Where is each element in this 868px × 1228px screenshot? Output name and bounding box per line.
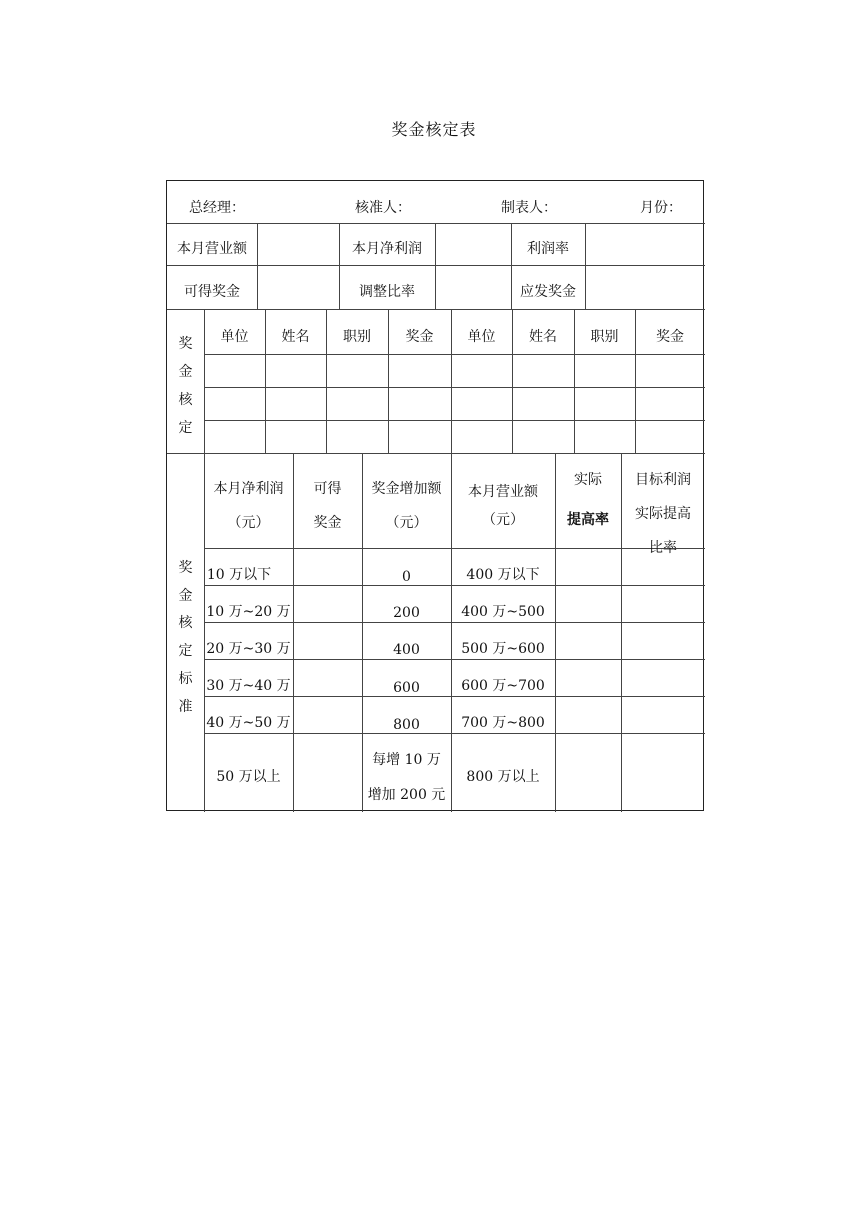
revenue-cell: 600 万~700	[461, 678, 545, 694]
row-divider	[204, 585, 705, 586]
bonus-cell: 0	[402, 569, 411, 585]
payable-bonus-label: 应发奖金	[520, 284, 576, 300]
row-divider	[167, 265, 705, 266]
col-divider	[585, 223, 586, 309]
net-profit-cell: 30 万~40 万	[206, 678, 291, 694]
row-divider	[204, 387, 705, 388]
increase-header: 奖金增加额	[371, 481, 442, 497]
col-divider	[293, 453, 294, 812]
revenue-cell: 400 万~500	[461, 604, 545, 620]
general-manager-label: 总经理：	[189, 200, 245, 216]
bonus-cell: 每增 10 万	[372, 752, 441, 768]
revenue-header-unit: （元）	[482, 512, 524, 528]
standard-section-label: 核	[178, 615, 193, 631]
row-divider	[204, 659, 705, 660]
net-profit-cell: 20 万~30 万	[206, 641, 291, 657]
col-divider	[257, 223, 258, 309]
bonus-cell: 800	[393, 717, 420, 733]
bonus-cell: 200	[393, 605, 420, 621]
approval-section-label: 定	[178, 420, 193, 436]
standard-section-label: 金	[178, 588, 193, 604]
target-header-clip	[622, 533, 704, 556]
net-profit-header: 本月净利润	[213, 481, 284, 497]
revenue-cell: 800 万以上	[466, 769, 540, 785]
column-header: 职别	[590, 329, 619, 345]
profit-rate-label: 利润率	[527, 241, 569, 257]
approval-section-label: 核	[178, 392, 193, 408]
row-divider	[204, 696, 705, 697]
column-header: 单位	[220, 329, 249, 345]
target-header-l2: 实际提高	[635, 506, 691, 522]
adjust-ratio-label: 调整比率	[359, 284, 415, 300]
net-profit-cell: 50 万以上	[216, 769, 281, 785]
net-profit-cell: 40 万~50 万	[206, 715, 291, 731]
bonus-cell: 400	[393, 642, 420, 658]
increase-header-unit: （元）	[385, 515, 428, 531]
approver-label: 核准人：	[355, 200, 411, 216]
actual-header: 实际	[574, 472, 602, 488]
col-divider	[555, 453, 556, 812]
row-divider	[167, 223, 705, 224]
col-divider	[451, 453, 452, 812]
revenue-cell: 500 万~600	[461, 641, 545, 657]
available-bonus-label: 可得奖金	[184, 284, 240, 300]
standard-section-label: 奖	[178, 560, 193, 576]
column-header: 职别	[343, 329, 371, 345]
standard-section-label: 准	[178, 699, 193, 715]
row-divider	[167, 453, 705, 454]
available-header-l2: 奖金	[313, 515, 342, 531]
revenue-cell: 700 万~800	[461, 715, 545, 731]
approval-section-label: 金	[178, 364, 193, 380]
bonus-table	[166, 180, 704, 811]
approval-section-label: 奖	[178, 336, 193, 352]
bonus-cell: 600	[393, 680, 420, 696]
row-divider	[204, 622, 705, 623]
column-header: 单位	[467, 329, 496, 345]
bonus-cell-l2: 增加 200 元	[367, 787, 446, 803]
row-divider	[204, 354, 705, 355]
net-profit-cell: 10 万~20 万	[206, 604, 291, 620]
column-header: 姓名	[529, 329, 557, 345]
column-header: 奖金	[656, 329, 684, 345]
month-label: 月份：	[640, 200, 682, 216]
available-header: 可得	[313, 481, 342, 497]
row-divider	[204, 733, 705, 734]
row-divider	[167, 309, 705, 310]
row-divider	[204, 420, 705, 421]
column-header: 奖金	[405, 329, 434, 345]
monthly-revenue-label: 本月营业额	[177, 241, 247, 257]
actual-header-l2: 提高率	[567, 512, 609, 528]
target-header: 目标利润	[635, 472, 691, 488]
target-header-l3: 比率	[649, 540, 677, 556]
col-divider	[435, 223, 436, 309]
net-profit-cell: 10 万以下	[206, 567, 272, 583]
revenue-header: 本月营业额	[468, 484, 538, 500]
monthly-net-profit-label: 本月净利润	[352, 241, 422, 257]
preparer-label: 制表人：	[501, 200, 557, 216]
revenue-cell: 400 万以下	[466, 567, 540, 583]
net-profit-header-unit: （元）	[227, 515, 270, 531]
standard-section-label: 标	[178, 671, 193, 687]
column-header: 姓名	[281, 329, 310, 345]
standard-section-label: 定	[178, 643, 193, 659]
page-title: 奖金核定表	[391, 120, 477, 139]
col-divider	[204, 309, 205, 812]
